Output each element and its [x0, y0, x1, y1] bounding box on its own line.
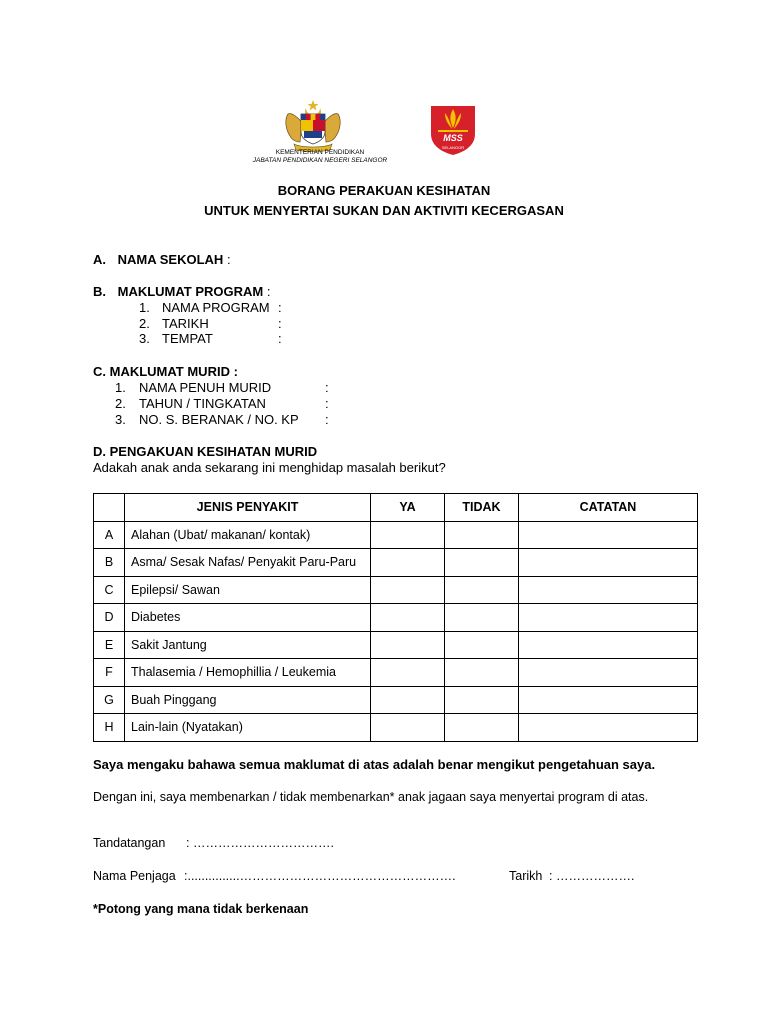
- signature-label: Tandatangan: [93, 836, 166, 850]
- row-letter: C: [94, 576, 125, 604]
- table-row: [94, 549, 698, 577]
- table-row: [94, 604, 698, 632]
- section-b-prefix: B.: [93, 284, 106, 299]
- item-number: 1.: [139, 300, 150, 315]
- yes-cell[interactable]: [371, 631, 445, 659]
- row-letter: B: [94, 549, 125, 577]
- notes-cell[interactable]: [519, 604, 698, 632]
- no-cell[interactable]: [445, 686, 519, 714]
- yes-cell[interactable]: [371, 659, 445, 687]
- table-row: [94, 714, 698, 742]
- header-notes: CATATAN: [519, 494, 698, 522]
- item-label: TAHUN / TINGKATAN: [139, 396, 266, 411]
- item-colon: :: [278, 300, 282, 315]
- row-disease: Epilepsi/ Sawan: [125, 576, 371, 604]
- section-a-colon: :: [226, 252, 231, 267]
- no-cell[interactable]: [445, 549, 519, 577]
- no-cell[interactable]: [445, 576, 519, 604]
- no-cell[interactable]: [445, 714, 519, 742]
- item-colon: :: [325, 396, 329, 411]
- yes-cell[interactable]: [371, 576, 445, 604]
- item-number: 3.: [115, 412, 126, 427]
- notes-cell[interactable]: [519, 521, 698, 549]
- row-letter: H: [94, 714, 125, 742]
- yes-cell[interactable]: [371, 686, 445, 714]
- yes-cell[interactable]: [371, 549, 445, 577]
- item-colon: :: [325, 412, 329, 427]
- row-letter: G: [94, 686, 125, 714]
- table-header-row: [94, 494, 698, 522]
- notes-cell[interactable]: [519, 631, 698, 659]
- student-item-id: [115, 412, 329, 427]
- no-cell[interactable]: [445, 659, 519, 687]
- item-colon: :: [325, 380, 329, 395]
- student-item-class: [115, 396, 329, 411]
- yes-cell[interactable]: [371, 604, 445, 632]
- row-disease: Sakit Jantung: [125, 631, 371, 659]
- signature-field[interactable]: : …………………………….: [186, 836, 334, 850]
- date-label: Tarikh: [509, 869, 543, 883]
- mss-logo-subtext: SELANGOR: [441, 145, 465, 150]
- program-item-place: [139, 331, 282, 346]
- notes-cell[interactable]: [519, 686, 698, 714]
- table-row: [94, 631, 698, 659]
- item-number: 1.: [115, 380, 126, 395]
- row-disease: Buah Pinggang: [125, 686, 371, 714]
- section-b: [93, 284, 271, 299]
- section-a-prefix: A.: [93, 252, 106, 267]
- no-cell[interactable]: [445, 604, 519, 632]
- health-declaration-table: [93, 493, 698, 742]
- mss-logo-text: MSS: [443, 133, 463, 143]
- form-title-line2: UNTUK MENYERTAI SUKAN DAN AKTIVITI KECERGASAN: [204, 203, 564, 218]
- ministry-name: KEMENTERIAN PENDIDIKAN: [275, 149, 365, 156]
- item-colon: :: [278, 331, 282, 346]
- row-disease: Thalasemia / Hemophillia / Leukemia: [125, 659, 371, 687]
- section-d-heading: D. PENGAKUAN KESIHATAN MURID: [93, 444, 318, 459]
- item-colon: :: [278, 316, 282, 331]
- table-row: [94, 576, 698, 604]
- header-disease: JENIS PENYAKIT: [125, 494, 371, 522]
- notes-cell[interactable]: [519, 659, 698, 687]
- notes-cell[interactable]: [519, 714, 698, 742]
- department-name: JABATAN PENDIDIKAN NEGERI SELANGOR: [252, 157, 388, 164]
- no-cell[interactable]: [445, 521, 519, 549]
- footnote: *Potong yang mana tidak berkenaan: [93, 902, 309, 916]
- row-disease: Asma/ Sesak Nafas/ Penyakit Paru-Paru: [125, 549, 371, 577]
- section-b-colon: :: [266, 284, 271, 299]
- table-row: [94, 686, 698, 714]
- row-letter: E: [94, 631, 125, 659]
- item-label: NAMA PROGRAM: [162, 300, 270, 315]
- table-row: [94, 659, 698, 687]
- no-cell[interactable]: [445, 631, 519, 659]
- item-label: NAMA PENUH MURID: [139, 380, 272, 395]
- malaysia-coat-of-arms-icon: [282, 100, 344, 152]
- item-number: 3.: [139, 331, 150, 346]
- item-label: TEMPAT: [162, 331, 213, 346]
- row-letter: A: [94, 521, 125, 549]
- section-a: [93, 252, 231, 267]
- section-c-heading: C. MAKLUMAT MURID :: [93, 364, 238, 379]
- row-disease: Lain-lain (Nyatakan): [125, 714, 371, 742]
- item-label: TARIKH: [162, 316, 209, 331]
- row-letter: F: [94, 659, 125, 687]
- notes-cell[interactable]: [519, 576, 698, 604]
- row-letter: D: [94, 604, 125, 632]
- student-item-fullname: [115, 380, 329, 395]
- table-row: [94, 521, 698, 549]
- yes-cell[interactable]: [371, 714, 445, 742]
- date-field[interactable]: : ……………….: [549, 869, 635, 883]
- program-item-date: [139, 316, 282, 331]
- permission-text: Dengan ini, saya membenarkan / tidak membenarkan* anak jagaan saya menyertai program di atas.: [93, 790, 649, 804]
- item-label: NO. S. BERANAK / NO. KP: [139, 412, 299, 427]
- form-title-line1: BORANG PERAKUAN KESIHATAN: [277, 183, 491, 198]
- guardian-label: Nama Penjaga: [93, 869, 176, 883]
- header-no: TIDAK: [445, 494, 519, 522]
- declaration-text: Saya mengaku bahawa semua maklumat di atas adalah benar mengikut pengetahuan saya.: [93, 757, 656, 772]
- yes-cell[interactable]: [371, 521, 445, 549]
- guardian-field[interactable]: :...............…………………………………………….: [184, 869, 456, 883]
- row-disease: Diabetes: [125, 604, 371, 632]
- notes-cell[interactable]: [519, 549, 698, 577]
- section-a-label: NAMA SEKOLAH: [117, 252, 224, 267]
- header-letter: [94, 494, 125, 522]
- program-item-name: [139, 300, 282, 315]
- mss-selangor-logo-icon: [428, 104, 478, 156]
- header-yes: YA: [371, 494, 445, 522]
- item-number: 2.: [139, 316, 150, 331]
- section-d-question: Adakah anak anda sekarang ini menghidap masalah berikut?: [93, 460, 446, 475]
- item-number: 2.: [115, 396, 126, 411]
- section-b-label: MAKLUMAT PROGRAM: [117, 284, 264, 299]
- row-disease: Alahan (Ubat/ makanan/ kontak): [125, 521, 371, 549]
